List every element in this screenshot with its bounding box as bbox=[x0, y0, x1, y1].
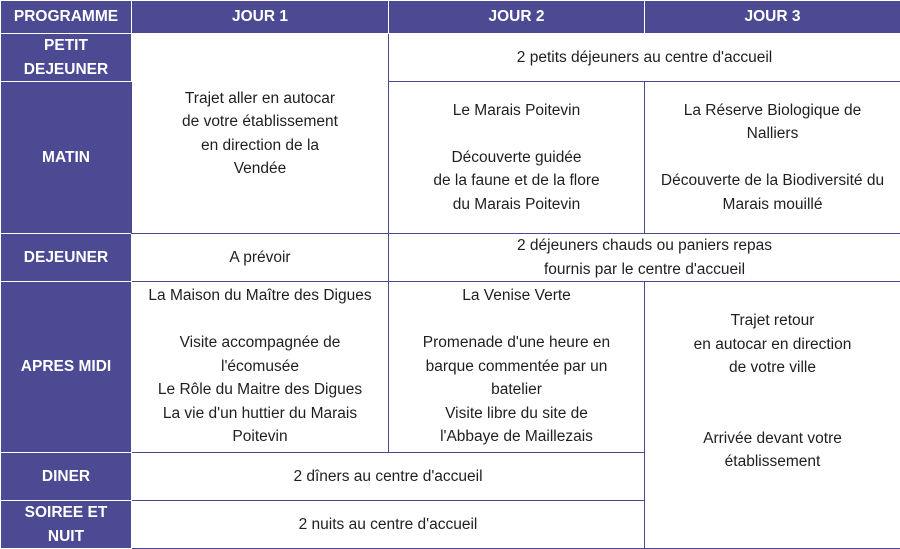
activity-title: La Venise Verte bbox=[393, 284, 640, 308]
activity-title: La Maison du Maître des Digues bbox=[136, 284, 384, 308]
spacer bbox=[393, 308, 640, 332]
text-line: La vie d'un huttier du Marais bbox=[136, 402, 384, 426]
label-diner: DINER bbox=[1, 453, 132, 501]
apres-midi-jour2 bbox=[389, 282, 645, 453]
header-row bbox=[1, 1, 900, 34]
text-line: Arrivée devant votre bbox=[649, 427, 896, 451]
spacer bbox=[136, 308, 384, 332]
row-dejeuner bbox=[1, 234, 900, 282]
text-line: batelier bbox=[393, 378, 640, 402]
activity-title: La Réserve Biologique de bbox=[649, 99, 896, 123]
label-dejeuner: DEJEUNER bbox=[1, 234, 132, 282]
spacer bbox=[393, 122, 640, 146]
matin-jour2 bbox=[389, 82, 645, 234]
spacer bbox=[649, 403, 896, 427]
header-jour-1: JOUR 1 bbox=[132, 1, 389, 34]
text-line: Trajet aller en autocar bbox=[136, 87, 384, 111]
text-line: de votre ville bbox=[649, 356, 896, 380]
row-petit-dejeuner bbox=[1, 34, 900, 82]
apres-midi-jour1 bbox=[132, 282, 389, 453]
text-line: Poitevin bbox=[136, 425, 384, 449]
label-petit-dejeuner: PETIT DEJEUNER bbox=[1, 34, 132, 82]
dejeuner-jour1: A prévoir bbox=[132, 234, 389, 282]
text-line: Visite libre du site de bbox=[393, 402, 640, 426]
label-soiree-et-nuit: SOIREE ET NUIT bbox=[1, 501, 132, 549]
text-line: fournis par le centre d'accueil bbox=[393, 258, 896, 282]
text-line: l'écomusée bbox=[136, 355, 384, 379]
text-line: barque commentée par un bbox=[393, 355, 640, 379]
text-line: de la faune et de la flore bbox=[393, 169, 640, 193]
label-apres-midi: APRES MIDI bbox=[1, 282, 132, 453]
text-line: 2 déjeuners chauds ou paniers repas bbox=[393, 234, 896, 258]
header-jour-2: JOUR 2 bbox=[389, 1, 645, 34]
activity-title: Le Marais Poitevin bbox=[393, 99, 640, 123]
text-line: l'Abbaye de Maillezais bbox=[393, 425, 640, 449]
text-line: Découverte guidée bbox=[393, 146, 640, 170]
text-line: Le Rôle du Maitre des Digues bbox=[136, 378, 384, 402]
text-line: établissement bbox=[649, 450, 896, 474]
petit-dejeuner-j2-j3: 2 petits déjeuners au centre d'accueil bbox=[389, 34, 900, 82]
label-matin: MATIN bbox=[1, 82, 132, 234]
text-line: de votre établissement bbox=[136, 110, 384, 134]
spacer bbox=[649, 380, 896, 404]
spacer bbox=[649, 497, 896, 521]
text-line: Visite accompagnée de bbox=[136, 331, 384, 355]
text-line: Trajet retour bbox=[649, 309, 896, 333]
text-line: Promenade d'une heure en bbox=[393, 331, 640, 355]
diner-j1-j2: 2 dîners au centre d'accueil bbox=[132, 453, 645, 501]
jour3-trajet-retour bbox=[645, 282, 900, 549]
text-line: Découverte de la Biodiversité du bbox=[649, 169, 896, 193]
matin-jour3 bbox=[645, 82, 900, 234]
text-line: du Marais Poitevin bbox=[393, 193, 640, 217]
text-line: Vendée bbox=[136, 157, 384, 181]
activity-title: Nalliers bbox=[649, 122, 896, 146]
text-line: en direction de la bbox=[136, 134, 384, 158]
row-apres-midi bbox=[1, 282, 900, 453]
text-line: Marais mouillé bbox=[649, 193, 896, 217]
text-line: en autocar en direction bbox=[649, 333, 896, 357]
header-programme: PROGRAMME bbox=[1, 1, 132, 34]
spacer bbox=[649, 146, 896, 170]
soiree-j1-j2: 2 nuits au centre d'accueil bbox=[132, 501, 645, 549]
header-jour-3: JOUR 3 bbox=[645, 1, 900, 34]
jour1-trajet-aller bbox=[132, 34, 389, 234]
dejeuner-j2-j3 bbox=[389, 234, 900, 282]
spacer bbox=[649, 474, 896, 498]
